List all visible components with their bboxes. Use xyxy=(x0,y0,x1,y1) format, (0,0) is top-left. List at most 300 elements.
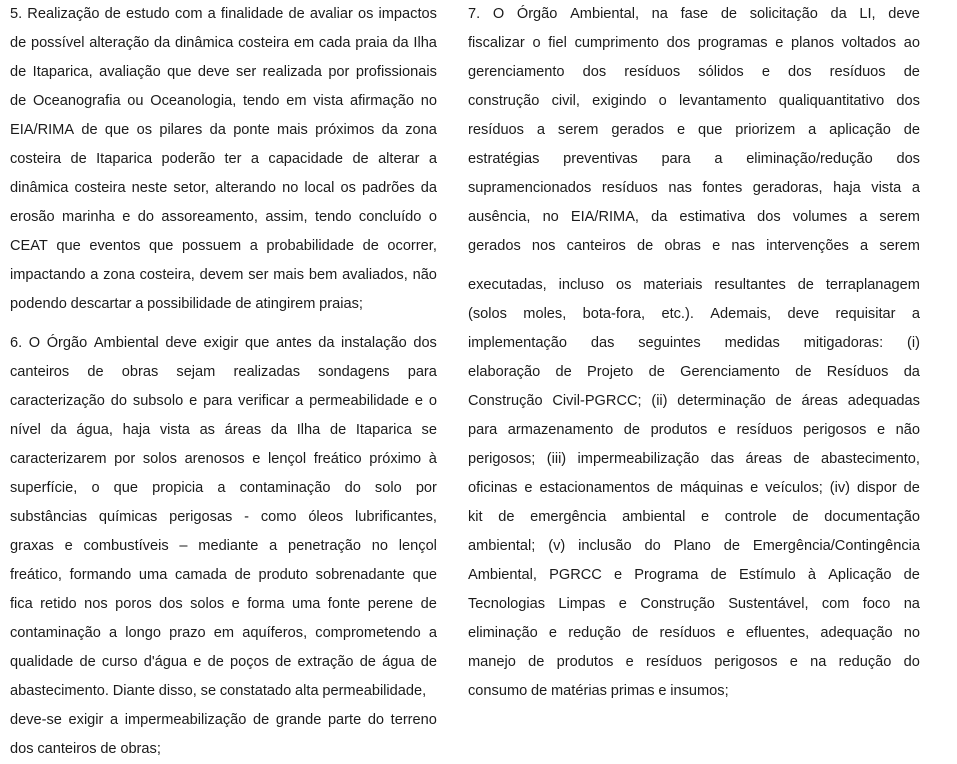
word: exigindo xyxy=(592,93,647,109)
word: de xyxy=(352,151,369,167)
text-line xyxy=(468,0,920,29)
word: cumprimento xyxy=(574,35,659,51)
word: foco xyxy=(862,596,891,612)
word: qualiquantitativo xyxy=(778,93,885,109)
word: freático, xyxy=(10,567,62,583)
word: de xyxy=(637,238,654,254)
word: adequadas xyxy=(847,393,920,409)
text-line xyxy=(10,474,437,503)
word: nas xyxy=(668,180,692,196)
word: lubrificantes, xyxy=(355,509,437,525)
word: retido xyxy=(40,596,77,612)
word: a xyxy=(217,480,226,496)
word: dos xyxy=(666,35,691,51)
word: resíduos xyxy=(736,422,793,438)
word: armazenamento xyxy=(507,422,614,438)
word: impactos xyxy=(378,6,437,22)
word: haja xyxy=(833,180,861,196)
word: antes xyxy=(275,335,312,351)
word: e xyxy=(676,122,686,138)
word: EIA/RIMA, xyxy=(570,209,639,225)
word: pilares xyxy=(159,122,203,138)
word: probabilidade xyxy=(266,238,355,254)
word: de xyxy=(710,567,727,583)
word: água xyxy=(382,654,415,670)
word: perigosas xyxy=(169,509,233,525)
word: caracterização xyxy=(10,393,105,409)
word: disso, xyxy=(158,683,197,699)
word: intervenções xyxy=(766,238,849,254)
word: bem xyxy=(308,267,338,283)
word: extração xyxy=(297,654,354,670)
word: fiel xyxy=(548,35,567,51)
word: gerenciamento xyxy=(468,64,565,80)
word: prazo xyxy=(169,625,206,641)
word: moles, xyxy=(523,306,567,322)
text-line xyxy=(468,677,920,706)
word: poderão xyxy=(161,151,216,167)
word: Ambiental xyxy=(93,335,159,351)
word: nos xyxy=(531,238,556,254)
word: de xyxy=(253,712,270,728)
word: à xyxy=(807,567,817,583)
word: (v) xyxy=(548,538,566,554)
word: ambiental; xyxy=(468,538,536,554)
word: máquinas xyxy=(679,480,744,496)
word: de xyxy=(903,64,920,80)
text-line xyxy=(10,261,437,290)
word: deve-se xyxy=(10,712,62,728)
word: abastecimento, xyxy=(821,451,920,467)
word: por xyxy=(328,64,350,80)
word: forma xyxy=(247,596,285,612)
word: da xyxy=(420,180,437,196)
word: da xyxy=(270,422,288,438)
word: a xyxy=(250,151,259,167)
word: a xyxy=(808,122,817,138)
word: deve xyxy=(197,64,230,80)
word: Construção xyxy=(468,393,543,409)
word: comprometendo xyxy=(315,625,421,641)
word: próximo xyxy=(369,451,422,467)
word: o xyxy=(428,209,437,225)
word: combustíveis xyxy=(83,538,169,554)
word: zona xyxy=(405,122,437,138)
text-line xyxy=(10,145,437,174)
word: costeira, xyxy=(139,267,195,283)
word: dos xyxy=(757,209,781,225)
word: à xyxy=(428,451,437,467)
word: Itaparica xyxy=(355,422,412,438)
word: alteração xyxy=(89,35,150,51)
word: e xyxy=(712,238,721,254)
word: dos xyxy=(413,335,437,351)
word: costeira xyxy=(74,180,126,196)
text-line xyxy=(468,271,920,300)
word: materiais xyxy=(643,277,703,293)
word: e xyxy=(625,654,634,670)
word: de xyxy=(797,277,814,293)
word: - xyxy=(244,509,250,525)
word: dos xyxy=(159,596,183,612)
word: LI, xyxy=(859,6,876,22)
word: impactando xyxy=(10,267,86,283)
word: a xyxy=(90,267,99,283)
paragraph xyxy=(10,329,437,764)
word: no xyxy=(542,209,559,225)
word: das xyxy=(710,451,735,467)
word: Limpas xyxy=(558,596,606,612)
word: aplicação xyxy=(829,122,891,138)
word: dinâmica xyxy=(10,180,69,196)
word: O xyxy=(492,6,505,22)
word: fontes xyxy=(702,180,743,196)
word: constatado xyxy=(219,683,292,699)
word: freático xyxy=(313,451,362,467)
word: de xyxy=(70,151,87,167)
word: permeabilidade, xyxy=(322,683,427,699)
word: (i) xyxy=(907,335,920,351)
word: (iii) xyxy=(546,451,567,467)
word: determinação xyxy=(677,393,766,409)
word: sondagens xyxy=(318,364,390,380)
word: mais xyxy=(277,122,308,138)
word: Ilha xyxy=(413,35,437,51)
word: vista xyxy=(159,422,190,438)
word: parte xyxy=(327,712,362,728)
word: de xyxy=(207,654,224,670)
word: eliminação/redução xyxy=(746,151,873,167)
word: d'água xyxy=(143,654,188,670)
word: obras xyxy=(121,364,159,380)
word: avaliados, xyxy=(342,267,408,283)
word: a xyxy=(714,151,723,167)
word: Oceanografia xyxy=(32,93,121,109)
word: consumo xyxy=(468,683,528,699)
word: resíduos xyxy=(646,654,703,670)
word: voltados xyxy=(841,35,897,51)
word: realizada xyxy=(262,64,322,80)
word: em xyxy=(213,625,235,641)
word: que xyxy=(412,567,437,583)
word: resíduos xyxy=(829,64,886,80)
word: produto xyxy=(258,567,308,583)
word: do xyxy=(644,538,661,554)
word: de xyxy=(903,122,920,138)
word: Itaparica, xyxy=(32,64,93,80)
text-line xyxy=(10,648,437,677)
word: canteiros xyxy=(37,741,97,757)
word: não xyxy=(895,422,920,438)
word: avaliação xyxy=(99,64,161,80)
text-line xyxy=(10,203,437,232)
word: e xyxy=(658,683,667,699)
word: Oceanologia, xyxy=(150,93,237,109)
word: possuem xyxy=(181,238,242,254)
word: e xyxy=(750,480,759,496)
word: que xyxy=(697,122,723,138)
word: avaliar xyxy=(309,6,353,22)
word: Resíduos xyxy=(826,364,889,380)
paragraph xyxy=(468,0,920,261)
word: alterando xyxy=(215,180,277,196)
text-line xyxy=(468,58,920,87)
text-line xyxy=(10,387,437,416)
word: para xyxy=(468,422,498,438)
word: subsolo xyxy=(132,393,184,409)
word: e xyxy=(717,422,727,438)
word: da xyxy=(153,35,171,51)
word: dos xyxy=(10,741,34,757)
word: ser xyxy=(235,64,257,80)
text-line xyxy=(468,532,920,561)
word: a xyxy=(911,180,920,196)
word: sólidos xyxy=(698,64,744,80)
word: controle xyxy=(724,509,777,525)
word: bota-fora, xyxy=(582,306,646,322)
word: de xyxy=(288,6,305,22)
word: de xyxy=(792,509,809,525)
word: a xyxy=(428,151,437,167)
word: possibilidade xyxy=(147,296,232,312)
text-line xyxy=(10,416,437,445)
word: de xyxy=(420,654,437,670)
word: mitigadoras: xyxy=(803,335,884,351)
word: do xyxy=(110,393,128,409)
word: civil, xyxy=(551,93,580,109)
word: a xyxy=(249,238,258,254)
word: de xyxy=(87,364,104,380)
word: fiscalizar xyxy=(468,35,525,51)
text-line xyxy=(10,29,437,58)
word: dos xyxy=(896,93,920,109)
word: de xyxy=(498,509,515,525)
text-line xyxy=(10,174,437,203)
word: serem xyxy=(557,122,599,138)
word: e xyxy=(876,422,886,438)
word: da xyxy=(651,209,668,225)
word: (iv) xyxy=(829,480,851,496)
word: e xyxy=(548,625,558,641)
text-line xyxy=(10,532,437,561)
text-line xyxy=(468,174,920,203)
word: Realização xyxy=(27,6,100,22)
word: vista xyxy=(313,93,344,109)
word: de xyxy=(656,480,673,496)
word: nos xyxy=(84,596,108,612)
word: e xyxy=(618,596,627,612)
word: o xyxy=(532,35,541,51)
text-line xyxy=(468,445,920,474)
text-line xyxy=(468,116,920,145)
word: da xyxy=(318,335,335,351)
word: Ademais, xyxy=(710,306,772,322)
word: descartar xyxy=(70,296,132,312)
word: solos xyxy=(142,451,177,467)
word: substâncias xyxy=(10,509,88,525)
word: e xyxy=(122,209,131,225)
word: redução xyxy=(568,625,621,641)
word: incluso xyxy=(558,277,605,293)
word: áreas xyxy=(224,422,262,438)
word: e xyxy=(524,480,533,496)
text-line xyxy=(468,203,920,232)
word: Emergência/Contingência xyxy=(752,538,920,554)
word: a xyxy=(110,712,119,728)
word: supramencionados xyxy=(468,180,592,196)
word: Sustentável, xyxy=(728,596,809,612)
word: praia xyxy=(355,35,388,51)
word: de xyxy=(720,6,738,22)
word: canteiros xyxy=(10,364,70,380)
word: aquíferos, xyxy=(242,625,308,641)
word: em xyxy=(293,35,315,51)
word: perene xyxy=(367,596,414,612)
word: de xyxy=(235,296,252,312)
text-line xyxy=(468,300,920,329)
word: para xyxy=(661,151,691,167)
text-line xyxy=(468,29,920,58)
word: tendo xyxy=(242,93,280,109)
word: a xyxy=(269,538,278,554)
word: o xyxy=(91,480,100,496)
word: Civil-PGRCC; xyxy=(552,393,642,409)
word: de xyxy=(275,654,292,670)
word: por xyxy=(114,451,136,467)
word: ter xyxy=(224,151,242,167)
word: de xyxy=(81,122,98,138)
word: mais xyxy=(273,267,305,283)
word: costeira xyxy=(10,151,62,167)
word: da xyxy=(903,364,920,380)
word: de xyxy=(329,422,347,438)
word: e xyxy=(231,596,240,612)
text-line xyxy=(10,590,437,619)
text-line xyxy=(468,590,920,619)
text-line xyxy=(468,648,920,677)
word: local xyxy=(304,180,335,196)
word: de xyxy=(793,451,810,467)
word: afirmação xyxy=(349,93,415,109)
word: no xyxy=(903,625,920,641)
word: a xyxy=(536,122,545,138)
text-line xyxy=(468,561,920,590)
word: arenosos xyxy=(184,451,245,467)
word: estacionamentos xyxy=(539,480,650,496)
word: estratégias xyxy=(468,151,540,167)
word: de xyxy=(795,364,812,380)
word: gerados xyxy=(611,122,665,138)
word: de xyxy=(10,93,27,109)
word: redução xyxy=(838,654,892,670)
word: Itaparica xyxy=(96,151,153,167)
word: da xyxy=(830,6,847,22)
word: os xyxy=(340,180,356,196)
word: contaminação xyxy=(10,625,101,641)
word: na xyxy=(651,6,668,22)
word: na xyxy=(903,596,920,612)
word: camada xyxy=(174,567,227,583)
word: possível xyxy=(30,35,85,51)
text-line xyxy=(10,358,437,387)
text-line xyxy=(10,677,437,706)
text-line xyxy=(468,503,920,532)
word: (solos xyxy=(468,306,507,322)
word: insumos; xyxy=(670,683,729,699)
word: de xyxy=(359,654,376,670)
text-line xyxy=(10,58,437,87)
word: documentação xyxy=(824,509,920,525)
word: impermeabilização xyxy=(577,451,700,467)
word: de xyxy=(10,64,27,80)
word: se xyxy=(200,683,217,699)
word: programas xyxy=(697,35,768,51)
word: planos xyxy=(791,35,835,51)
word: curso xyxy=(101,654,138,670)
word: gerados xyxy=(468,238,521,254)
word: com xyxy=(174,6,203,22)
word: fica xyxy=(10,596,33,612)
word: zona xyxy=(103,267,135,283)
word: de xyxy=(632,625,649,641)
word: poros xyxy=(115,596,152,612)
word: Projeto xyxy=(587,364,634,380)
word: de xyxy=(903,480,920,496)
word: fonte xyxy=(327,596,361,612)
word: resíduos xyxy=(659,625,716,641)
word: seguintes xyxy=(638,335,701,351)
word: contaminação xyxy=(239,480,331,496)
word: O xyxy=(28,335,41,351)
word: próximos xyxy=(315,122,375,138)
word: que xyxy=(245,335,270,351)
word: caracterizarem xyxy=(10,451,107,467)
word: dinâmica xyxy=(174,35,234,51)
word: de xyxy=(79,654,96,670)
word: e xyxy=(64,538,73,554)
word: longo xyxy=(125,625,161,641)
word: que xyxy=(56,238,81,254)
word: abastecimento. xyxy=(10,683,109,699)
word: lençol xyxy=(398,538,437,554)
word: os xyxy=(615,277,632,293)
word: eliminação xyxy=(468,625,538,641)
word: vista xyxy=(871,180,902,196)
word: estudo xyxy=(125,6,170,22)
word: com xyxy=(821,596,850,612)
word: Programa xyxy=(634,567,699,583)
text-line xyxy=(468,329,920,358)
word: de xyxy=(104,6,121,22)
word: adequação xyxy=(820,625,893,641)
word: CEAT xyxy=(10,238,48,254)
word: setor, xyxy=(173,180,210,196)
word: água, xyxy=(76,422,113,438)
text-line xyxy=(468,416,920,445)
word: implementação xyxy=(468,335,567,351)
word: priorizem xyxy=(735,122,796,138)
word: solo xyxy=(374,480,402,496)
word: e xyxy=(726,625,735,641)
word: poços xyxy=(230,654,269,670)
word: dos xyxy=(896,151,920,167)
word: emergência xyxy=(530,509,607,525)
word: graxas xyxy=(10,538,54,554)
word: e xyxy=(789,654,798,670)
word: ao xyxy=(903,35,920,51)
word: exigir xyxy=(203,335,239,351)
word: Órgão xyxy=(46,335,88,351)
